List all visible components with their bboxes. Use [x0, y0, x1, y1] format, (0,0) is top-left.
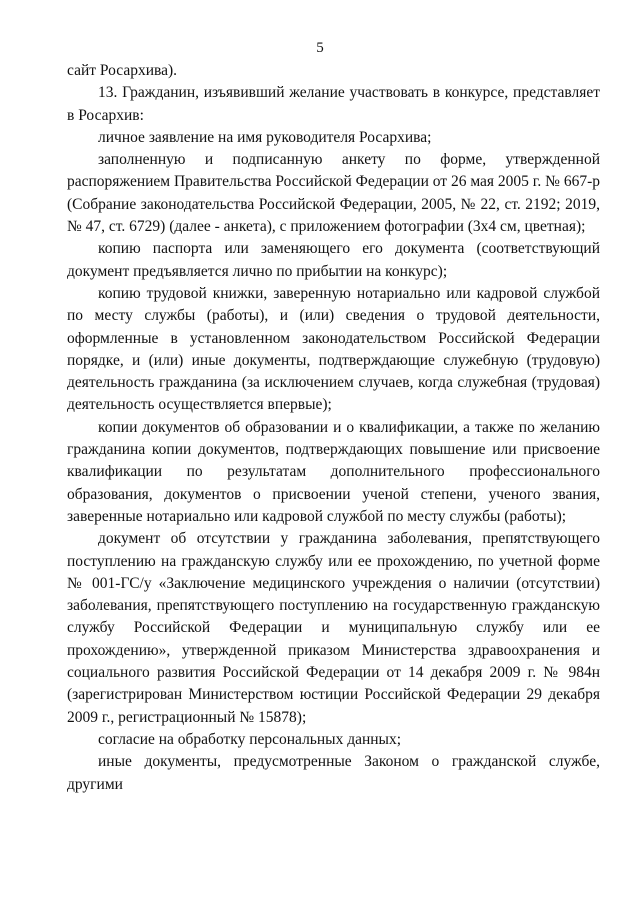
paragraph-other-documents: иные документы, предусмотренные Законом о гражданской службе, другими [67, 753, 600, 793]
document-body [67, 60, 600, 796]
paragraph-personal-data-consent: согласие на обработку персональных данных; [98, 730, 402, 748]
paragraph-questionnaire: заполненную и подписанную анкету по форме, утвержденной распоряжением Правительства Российской Федерации от 26 мая 2005 г. № 667-р (Собрание законодательства Российской Федерации, 2005, № 22, ст. 2192; 2019, № 47, ст. 6729) (далее - анкета), с приложением фотографии (3х4 см, цветная); [67, 151, 600, 236]
paragraph-personal-application: личное заявление на имя руководителя Росархива; [98, 128, 432, 146]
paragraph-medical-certificate: документ об отсутствии у гражданина заболевания, препятствующего поступлению на гражданскую службу или ее прохождению, по учетной форме № 001-ГС/у «Заключение медицинского учреждения о наличии (отсутствии) заболевания, препятствующего поступлению на государственную гражданскую службу Российской Федерации и муниципальную службу или ее прохождению», утвержденной приказом Министерства здравоохранения и социального развития Российской Федерации от 14 декабря 2009 г. № 984н (зарегистрирован Министерством юстиции Российской Федерации 29 декабря 2009 г., регистрационный № 15878); [67, 530, 600, 726]
paragraph-continuation: сайт Росархива). [67, 62, 178, 79]
page-number: 5 [316, 40, 324, 56]
paragraph-passport-copy: копию паспорта или заменяющего его документа (соответствующий документ предъявляется лично по прибытии на конкурс); [67, 240, 600, 280]
paragraph-education-documents: копии документов об образовании и о квалификации, а также по желанию гражданина копии документов, подтверждающих повышение или присвоение квалификации по результатам дополнительного профессионального образования, документов о присвоении ученой степени, ученого звания, заверенные нотариально или кадровой службой по месту службы (работы); [67, 418, 600, 525]
paragraph-item-13: 13. Гражданин, изъявивший желание участвовать в конкурсе, представляет в Росархив: [67, 84, 600, 124]
paragraph-employment-record: копию трудовой книжки, заверенную нотариально или кадровой службой по месту службы (работы), и (или) сведения о трудовой деятельности, оформленные в установленном законодательством Российской Федерации порядке, и (или) иные документы, подтверждающие служебную (трудовую) деятельность гражданина (за исключением случаев, когда служебная (трудовая) деятельность осуществляется впервые); [67, 284, 600, 414]
